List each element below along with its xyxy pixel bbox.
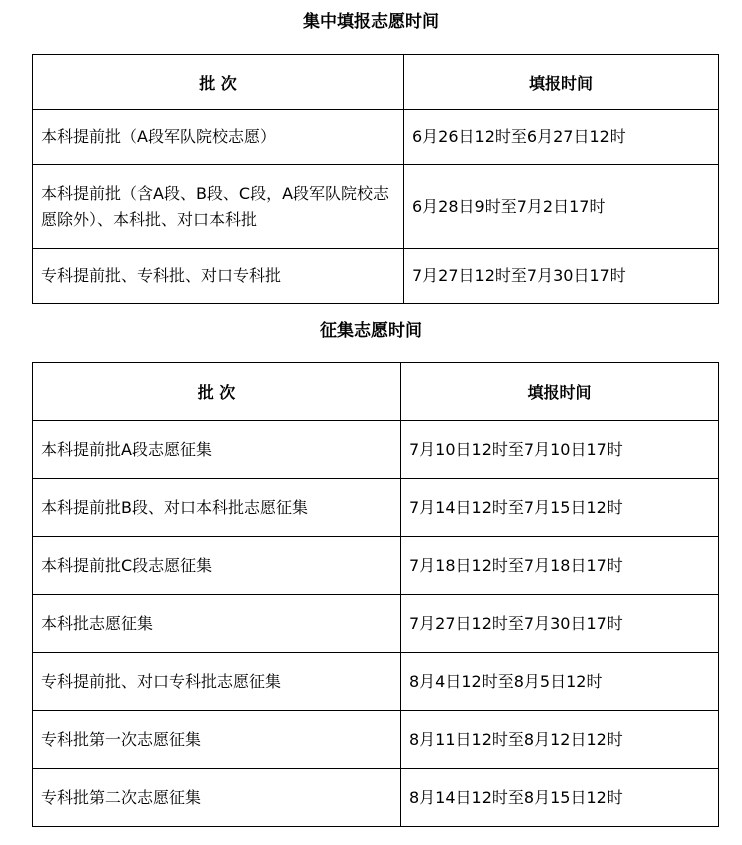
section-title-centralized: 集中填报志愿时间 <box>303 12 439 32</box>
batch-cell: 本科提前批（含A段、B段、C段，A段军队院校志愿除外）、本科批、对口本科批 <box>33 165 404 249</box>
time-cell: 7月27日12时至7月30日17时 <box>401 595 719 653</box>
batch-cell: 专科提前批、专科批、对口专科批 <box>33 249 404 304</box>
table-row <box>33 421 719 479</box>
table-row <box>33 769 719 827</box>
batch-cell: 本科批志愿征集 <box>33 595 401 653</box>
table-header-row <box>33 363 719 421</box>
header-batch: 批 次 <box>33 363 401 421</box>
time-cell: 7月27日12时至7月30日17时 <box>404 249 719 304</box>
time-cell: 6月26日12时至6月27日12时 <box>404 110 719 165</box>
table-row <box>33 479 719 537</box>
table-row <box>33 653 719 711</box>
table-row <box>33 595 719 653</box>
batch-cell: 专科批第一次志愿征集 <box>33 711 401 769</box>
header-time: 填报时间 <box>404 55 719 110</box>
section-title-solicitation: 征集志愿时间 <box>320 321 422 341</box>
solicitation-schedule-table <box>32 362 719 827</box>
time-cell: 7月10日12时至7月10日17时 <box>401 421 719 479</box>
table-header-row <box>33 55 719 110</box>
batch-cell: 本科提前批C段志愿征集 <box>33 537 401 595</box>
time-cell: 8月11日12时至8月12日12时 <box>401 711 719 769</box>
time-cell: 6月28日9时至7月2日17时 <box>404 165 719 249</box>
batch-cell: 本科提前批（A段军队院校志愿） <box>33 110 404 165</box>
header-time: 填报时间 <box>401 363 719 421</box>
batch-cell: 专科提前批、对口专科批志愿征集 <box>33 653 401 711</box>
header-batch: 批 次 <box>33 55 404 110</box>
table-row <box>33 537 719 595</box>
table-row <box>33 110 719 165</box>
centralized-schedule-table <box>32 54 719 304</box>
batch-cell: 本科提前批B段、对口本科批志愿征集 <box>33 479 401 537</box>
table-row <box>33 249 719 304</box>
table-row <box>33 165 719 249</box>
time-cell: 7月18日12时至7月18日17时 <box>401 537 719 595</box>
table-row <box>33 711 719 769</box>
time-cell: 7月14日12时至7月15日12时 <box>401 479 719 537</box>
time-cell: 8月4日12时至8月5日12时 <box>401 653 719 711</box>
batch-cell: 本科提前批A段志愿征集 <box>33 421 401 479</box>
time-cell: 8月14日12时至8月15日12时 <box>401 769 719 827</box>
batch-cell: 专科批第二次志愿征集 <box>33 769 401 827</box>
